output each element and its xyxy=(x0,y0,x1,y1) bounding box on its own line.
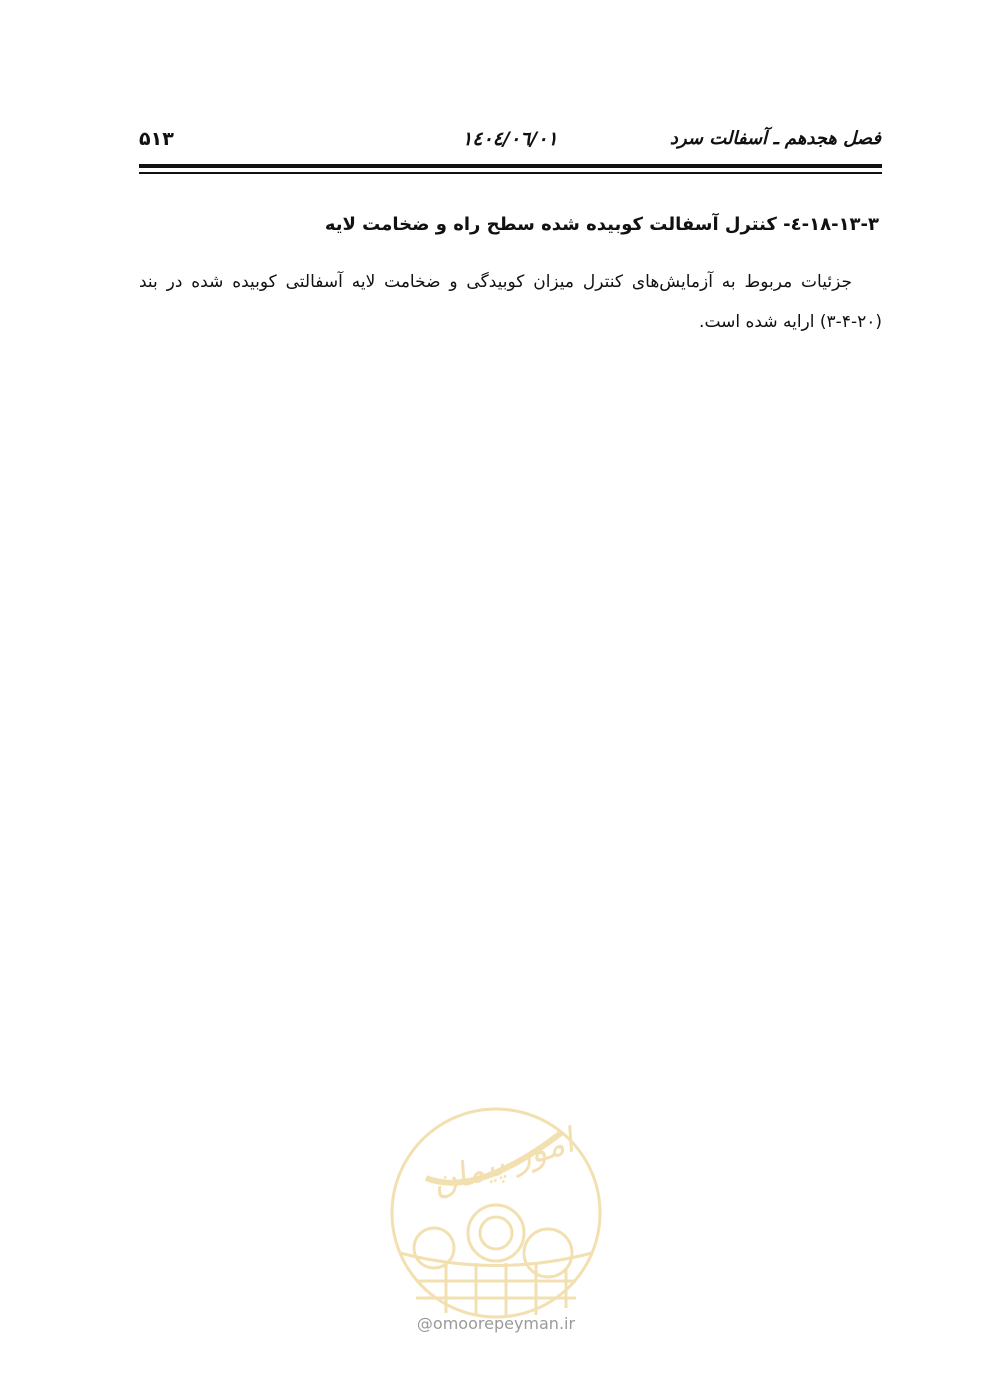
watermark-logo-text: امور پیمان xyxy=(426,1120,579,1205)
section-title: ۱۸-۱۳-۳-٤- کنترل آسفالت کوبیده شده سطح راه و ضخامت لایه xyxy=(324,214,879,235)
watermark-gear-center xyxy=(468,1205,524,1261)
header-rule-thin xyxy=(139,172,882,174)
watermark-logo xyxy=(386,1088,606,1348)
header-rule-thick xyxy=(139,164,882,168)
section-body: جزئیات مربوط به آزمایش‌های کنترل میزان کوبیدگی و ضخامت لایه آسفالتی کوبیده شده در بند (۲۰-۴-۳) ارایه شده است. xyxy=(139,272,882,332)
page-number: ۵۱۳ xyxy=(139,128,174,150)
chapter-title: فصل هجدهم ـ آسفالت سرد xyxy=(669,128,881,149)
watermark-url: @omoorepeyman.ir xyxy=(416,1314,576,1333)
header-date: ۱٤۰٤/۰٦/۰۱ xyxy=(462,128,558,150)
